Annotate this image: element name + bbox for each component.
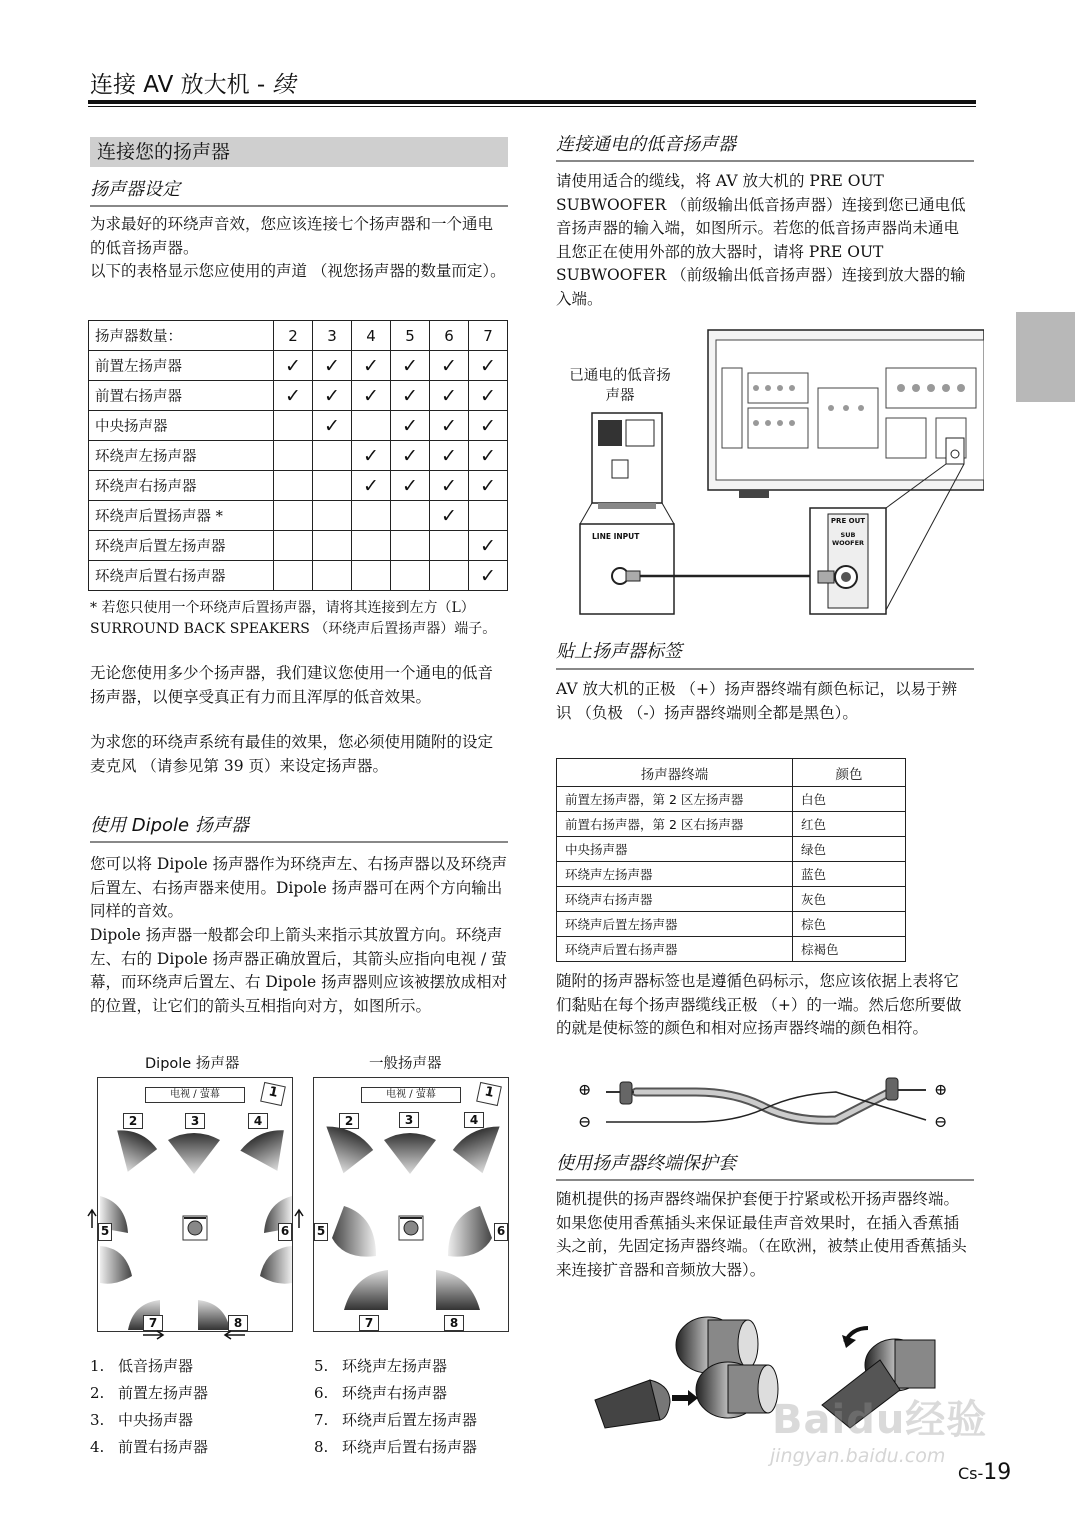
color-table (556, 758, 906, 962)
cable-minus-right-icon: ⊖ (934, 1112, 948, 1131)
table-header-cell: 扬声器数量： (89, 321, 274, 351)
arrow-left-icon (225, 1331, 245, 1339)
table-row (557, 787, 906, 812)
watermark-url: jingyan.baidu.com (770, 1445, 946, 1467)
table-cell: ✓ (469, 531, 508, 561)
cable-art (576, 1072, 956, 1138)
table-cell: 环绕声右扬声器 (89, 471, 274, 501)
table-cell (313, 501, 352, 531)
table-cell (313, 441, 352, 471)
diagram-label-dipole: Dipole 扬声器 (145, 1056, 240, 1072)
speaker-num-8: 8 (444, 1315, 464, 1331)
table-cell (430, 531, 469, 561)
color-table-header (557, 759, 906, 787)
page-num: 19 (983, 1460, 1012, 1485)
table-cell: ✓ (469, 441, 508, 471)
cable-plus-left-icon: ⊕ (578, 1080, 592, 1099)
table-cell (352, 501, 391, 531)
legend-num: 4. (90, 1438, 105, 1456)
table-cell (391, 501, 430, 531)
table-row (89, 441, 508, 471)
speaker-num-2: 2 (339, 1113, 359, 1129)
table-cell: ✓ (430, 351, 469, 381)
table-cell: ✓ (430, 381, 469, 411)
header-rule-thin (88, 106, 976, 107)
table-cell: 环绕声后置左扬声器 (557, 912, 793, 937)
table-cell: ✓ (352, 441, 391, 471)
normal-room-diagram (313, 1077, 509, 1332)
table-cell: 蓝色 (793, 862, 906, 887)
legend-item (90, 1434, 208, 1461)
speaker-num-3: 3 (399, 1112, 419, 1128)
subhead-rule (556, 668, 974, 670)
table-cell: ✓ (352, 351, 391, 381)
table-cell (274, 531, 313, 561)
watermark-brand: Baidu经验 (772, 1397, 988, 1443)
legend-item (314, 1407, 477, 1434)
subhead-powered-subwoofer: 连接通电的低音扬声器 (556, 134, 736, 155)
table-cell: 灰色 (793, 887, 906, 912)
legend-num: 7. (314, 1411, 329, 1429)
page-number (958, 1460, 1011, 1485)
speaker-num-6: 6 (278, 1223, 292, 1241)
table-cell: ✓ (469, 561, 508, 591)
cable-illustration (576, 1072, 956, 1138)
table-row (89, 471, 508, 501)
page-prefix: Cs- (958, 1464, 984, 1483)
legend-item (90, 1353, 193, 1380)
table-row (89, 381, 508, 411)
table-cell: ✓ (391, 351, 430, 381)
speaker-count-table (88, 320, 508, 591)
legend-item (314, 1380, 447, 1407)
legend-num: 1. (90, 1357, 105, 1375)
table-cell: 环绕声后置扬声器 * (89, 501, 274, 531)
table-cell (274, 471, 313, 501)
table-cell: 前置右扬声器 (89, 381, 274, 411)
table-cell: 中央扬声器 (89, 411, 274, 441)
cable-minus-left-icon: ⊖ (578, 1112, 592, 1131)
table-cell: 环绕声后置右扬声器 (89, 561, 274, 591)
table-cell: ✓ (274, 351, 313, 381)
para-setup-mic: 为求您的环绕声系统有最佳的效果，您必须使用随附的设定麦克风 （请参见第 39 页）来设定扬声器。 (90, 733, 494, 775)
arrow-right-icon (143, 1331, 163, 1339)
para-terminal-cover: 随机提供的扬声器终端保护套便于拧紧或松开扬声器终端。如果您使用香蕉插头来保证最佳声音效果时，在插入香蕉插头之前，先固定扬声器终端。（在欧洲，被禁止使用香蕉插头来连接扩音器和音频放大器）。 (556, 1190, 967, 1279)
table-cell: ✓ (469, 411, 508, 441)
legend-num: 2. (90, 1384, 105, 1402)
arrow-up-right-icon (295, 1210, 303, 1228)
table-cell: 环绕声后置右扬声器 (557, 937, 793, 962)
section-title-bar (90, 137, 508, 167)
table-cell: ✓ (352, 381, 391, 411)
pre-out-label: PRE OUT (830, 517, 866, 525)
subhead-terminal-cover: 使用扬声器终端保护套 (556, 1153, 736, 1174)
speaker-num-7: 7 (359, 1315, 379, 1331)
para-dipole-2: Dipole 扬声器一般都会印上箭头来指示其放置方向。环绕声左、右的 Dipole 扬声器正确放置后，其箭头应指向电视 / 萤幕，而环绕声后置左、右 Dipole 扬声器则应该被摆放成相对的位置，让它们的箭头互相指向对方，如图所示。 (90, 926, 508, 1015)
tv-screen (361, 1087, 461, 1103)
subhead-rule (90, 841, 508, 843)
legend-num: 8. (314, 1438, 329, 1456)
table-header-cell: 3 (313, 321, 352, 351)
insert-arrow-icon (672, 1390, 698, 1406)
table-cell: 棕褐色 (793, 937, 906, 962)
table-cell: 环绕声左扬声器 (557, 862, 793, 887)
para-subwoofer-advice: 无论您使用多少个扬声器，我们建议您使用一个通电的低音扬声器，以便享受真正有力而且浑厚的低音效果。 (90, 664, 494, 706)
table-cell (430, 561, 469, 591)
subhead-rule (556, 160, 974, 162)
page-header (90, 66, 296, 99)
speaker-num-7: 7 (143, 1315, 163, 1331)
legend-text: 环绕声后置右扬声器 (342, 1438, 478, 1456)
speaker-num-3: 3 (185, 1113, 205, 1129)
legend-num: 5. (314, 1357, 329, 1375)
table-row (89, 411, 508, 441)
table-cell: 中央扬声器 (557, 837, 793, 862)
intro-text-1: 为求最好的环绕声音效，您应该连接七个扬声器和一个通电的低音扬声器。 (90, 215, 494, 257)
table-header-row (89, 321, 508, 351)
table-row (557, 912, 906, 937)
table-cell: 环绕声后置左扬声器 (89, 531, 274, 561)
table-cell: ✓ (391, 381, 430, 411)
dipole-arrows (85, 1070, 345, 1340)
table-row (557, 812, 906, 837)
table-cell: 前置右扬声器，第 2 区右扬声器 (557, 812, 793, 837)
table-cell (274, 561, 313, 591)
table-header-cell: 2 (274, 321, 313, 351)
table-cell: ✓ (391, 441, 430, 471)
header-title: 连接 AV 放大机 - (90, 72, 273, 98)
color-table-header-cell: 扬声器终端 (557, 759, 793, 787)
speaker-num-1: 1 (260, 1082, 286, 1106)
table-cell: 红色 (793, 812, 906, 837)
table-header-cell: 7 (469, 321, 508, 351)
table-cell: ✓ (430, 471, 469, 501)
legend-text: 环绕声后置左扬声器 (342, 1411, 478, 1429)
table-cell: 绿色 (793, 837, 906, 862)
legend-num: 3. (90, 1411, 105, 1429)
legend-num: 6. (314, 1384, 329, 1402)
sub-woofer-label: SUB WOOFER (831, 531, 865, 547)
para-dipole-1: 您可以将 Dipole 扬声器作为环绕声左、右扬声器以及环绕声后置左、右扬声器来使用。Dipole 扬声器可在两个方向输出同样的音效。 (90, 855, 508, 920)
table-cell (469, 501, 508, 531)
table-cell (313, 471, 352, 501)
intro-text-2: 以下的表格显示您应使用的声道 （视您扬声器的数量而定）。 (90, 262, 506, 280)
line-input-label: LINE INPUT (592, 532, 640, 541)
speaker-num-5: 5 (98, 1223, 112, 1241)
speaker-num-4: 4 (464, 1112, 484, 1128)
legend-text: 低音扬声器 (118, 1357, 194, 1375)
table-cell (274, 411, 313, 441)
table-cell (313, 531, 352, 561)
table-header-cell: 5 (391, 321, 430, 351)
legend-text: 环绕声右扬声器 (342, 1384, 448, 1402)
para-label-usage: 随附的扬声器标签也是遵循色码标示，您应该依据上表将它们黏贴在每个扬声器缆线正极 （+）的一端。然后您所要做的就是使标签的颜色和相对应扬声器终端的颜色相符。 (556, 972, 962, 1037)
tv-label: 电视 / 萤幕 (170, 1089, 220, 1100)
table-cell: ✓ (313, 381, 352, 411)
side-tab (1016, 312, 1075, 402)
subhead-speaker-labels: 贴上扬声器标签 (556, 641, 682, 662)
subwoofer-diagram (556, 328, 984, 618)
table-row (557, 937, 906, 962)
table-cell: 前置左扬声器 (89, 351, 274, 381)
subhead-rule (90, 205, 508, 207)
table-cell: 前置左扬声器，第 2 区左扬声器 (557, 787, 793, 812)
color-table-header-cell: 颜色 (793, 759, 906, 787)
speaker-num-2: 2 (123, 1113, 143, 1129)
header-rule (88, 100, 976, 104)
table-cell (352, 411, 391, 441)
legend-item (90, 1407, 193, 1434)
cable-plus-right-icon: ⊕ (934, 1080, 948, 1099)
section-title: 连接您的扬声器 (97, 141, 231, 163)
legend-text: 前置右扬声器 (118, 1438, 209, 1456)
table-cell: 环绕声左扬声器 (89, 441, 274, 471)
table-cell (352, 531, 391, 561)
para-subwoofer-connect: 请使用适合的缆线，将 AV 放大机的 PRE OUT SUBWOOFER （前级输出低音扬声器）连接到您已通电低音扬声器的输入端，如图所示。若您的低音扬声器尚未通电且您正在使用外部的放大器时，请将 PRE OUT SUBWOOFER （前级输出低音扬声器）连接到放大器的输入端。 (556, 172, 966, 308)
table-cell: 棕色 (793, 912, 906, 937)
table-cell: ✓ (274, 381, 313, 411)
table-footnote: * 若您只使用一个环绕声后置扬声器，请将其连接到左方（L） SURROUND BACK SPEAKERS （环绕声后置扬声器）端子。 (90, 600, 497, 637)
subhead-speaker-setup: 扬声器设定 (90, 179, 180, 200)
table-cell: ✓ (430, 411, 469, 441)
subhead-rule (556, 1179, 974, 1181)
legend-item (314, 1353, 447, 1380)
table-row (557, 837, 906, 862)
table-cell: 白色 (793, 787, 906, 812)
table-cell: ✓ (313, 411, 352, 441)
table-cell: ✓ (391, 471, 430, 501)
table-cell: ✓ (430, 501, 469, 531)
diagram-label-normal: 一般扬声器 (369, 1056, 442, 1072)
table-row (89, 531, 508, 561)
table-cell: ✓ (352, 471, 391, 501)
table-cell: ✓ (469, 351, 508, 381)
table-cell: ✓ (469, 381, 508, 411)
table-cell (313, 561, 352, 591)
legend-item (314, 1434, 477, 1461)
speaker-num-8: 8 (228, 1315, 248, 1331)
table-row (89, 351, 508, 381)
table-cell (352, 561, 391, 591)
header-title-cont: 续 (272, 72, 296, 98)
speaker-num-6: 6 (494, 1223, 508, 1241)
arrow-up-left-icon (88, 1210, 96, 1228)
speaker-num-1: 1 (476, 1082, 502, 1106)
legend-item (90, 1380, 208, 1407)
tv-label: 电视 / 萤幕 (386, 1089, 436, 1100)
subhead-dipole: 使用 Dipole 扬声器 (90, 815, 249, 836)
table-cell: 环绕声右扬声器 (557, 887, 793, 912)
legend-text: 前置左扬声器 (118, 1384, 209, 1402)
speaker-num-4: 4 (248, 1113, 268, 1129)
subwoofer-label: 已通电的低音扬声器 (569, 368, 671, 404)
table-header-cell: 6 (430, 321, 469, 351)
table-cell (274, 441, 313, 471)
table-row (89, 561, 508, 591)
table-cell: ✓ (469, 471, 508, 501)
table-header-cell: 4 (352, 321, 391, 351)
legend-text: 中央扬声器 (118, 1411, 194, 1429)
table-cell: ✓ (313, 351, 352, 381)
speaker-num-5: 5 (314, 1223, 328, 1241)
table-cell: ✓ (391, 411, 430, 441)
table-cell (391, 531, 430, 561)
table-row (557, 862, 906, 887)
legend-text: 环绕声左扬声器 (342, 1357, 448, 1375)
table-cell: ✓ (430, 441, 469, 471)
table-cell (274, 501, 313, 531)
table-row (557, 887, 906, 912)
para-label-colors: AV 放大机的正极 （+）扬声器终端有颜色标记，以易于辨识 （负极 （-）扬声器终端则全都是黑色）。 (556, 680, 957, 722)
table-row (89, 501, 508, 531)
table-cell (391, 561, 430, 591)
